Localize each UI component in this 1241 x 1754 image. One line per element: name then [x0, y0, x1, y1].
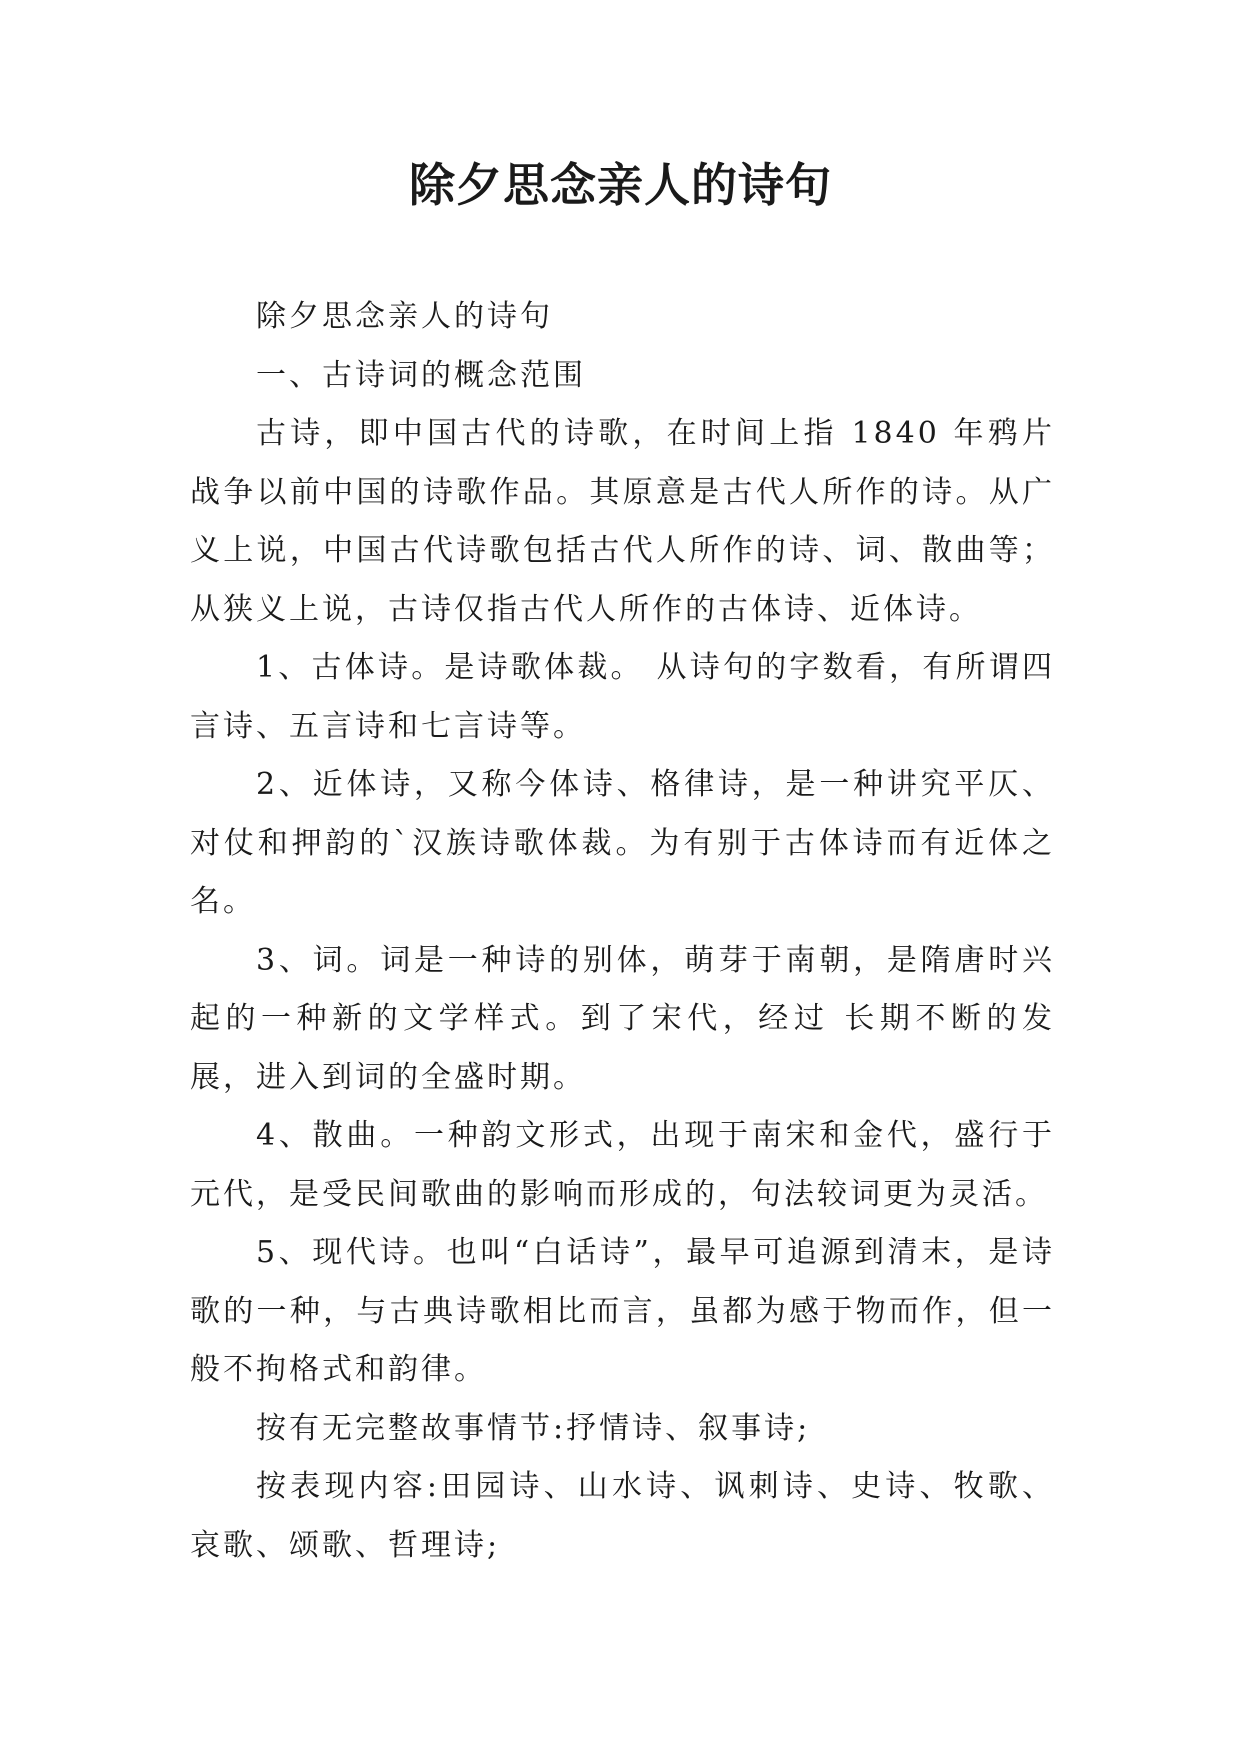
paragraph-item-1: 1、古体诗。是诗歌体裁。 从诗句的字数看，有所谓四言诗、五言诗和七言诗等。 — [190, 650, 1055, 744]
paragraph-definition: 古诗，即中国古代的诗歌，在时间上指 1840 年鸦片战争以前中国的诗歌作品。其原意是古代人所作的诗。从广义上说，中国古代诗歌包括古代人所作的诗、词、散曲等；从狭义上说，古诗仅指古代人所作的古体诗、近体诗。 — [190, 416, 1055, 627]
paragraph-subtitle: 除夕思念亲人的诗句 — [256, 299, 553, 334]
paragraph-classification-plot: 按有无完整故事情节:抒情诗、叙事诗; — [256, 1410, 811, 1446]
document-title: 除夕思念亲人的诗句 — [409, 158, 832, 212]
paragraph-section-heading: 一、古诗词的概念范围 — [256, 357, 586, 393]
paragraph-item-2: 2、近体诗，又称今体诗、格律诗，是一种讲究平仄、对仗和押韵的`汉族诗歌体裁。为有别于古体诗而有近体之名。 — [190, 767, 1055, 919]
paragraph-item-4: 4、散曲。一种韵文形式，出现于南宋和金代，盛行于元代，是受民间歌曲的影响而形成的，句法较词更为灵活。 — [190, 1118, 1055, 1212]
paragraph-item-3: 3、词。词是一种诗的别体，萌芽于南朝，是隋唐时兴起的一种新的文学样式。到了宋代，经过 长期不断的发展，进入到词的全盛时期。 — [190, 942, 1055, 1095]
document-body — [190, 288, 1055, 1575]
paragraph-classification-content: 按表现内容:田园诗、山水诗、讽刺诗、史诗、牧歌、哀歌、颂歌、哲理诗; — [190, 1469, 1055, 1563]
paragraph-item-5: 5、现代诗。也叫“白话诗”，最早可追源到清末，是诗歌的一种，与古典诗歌相比而言，虽都为感于物而作，但一般不拘格式和韵律。 — [190, 1235, 1055, 1387]
